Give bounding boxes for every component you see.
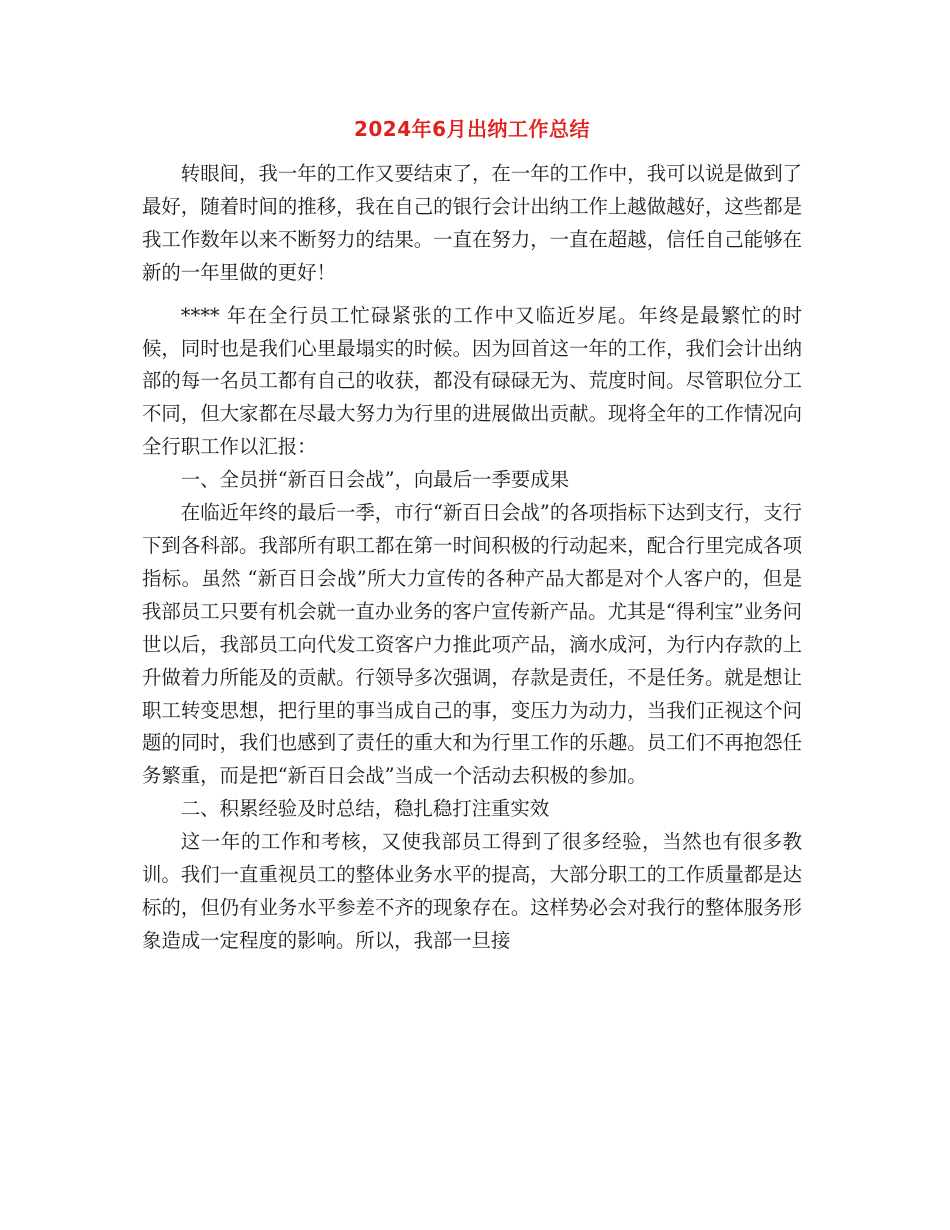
- section-heading-1: 一、全员拼“新百日会战”，向最后一季要成果: [180, 468, 570, 492]
- paragraph-overview: **** 年在全行员工忙碌紧张的工作中又临近岁尾。年终是最繁忙的时候，同时也是我们心里最塌实的时候。因为回首这一年的工作，我们会计出纳部的每一名员工都有自己的收获，都没有碌碌无为、荒度时间。尽管职位分工不同，但大家都在尽最大努力为行里的进展做出贡献。现将全年的工作情况向全行职工作以汇报：: [142, 303, 802, 459]
- paragraph-section-2: 这一年的工作和考核，又使我部员工得到了很多经验，当然也有很多教训。我们一直重视员工的整体业务水平的提高，大部分职工的工作质量都是达标的，但仍有业务水平参差不齐的现象存在。这样势必会对我行的整体服务形象造成一定程度的影响。所以，我部一旦接: [142, 830, 802, 952]
- paragraph-intro: 转眼间，我一年的工作又要结束了，在一年的工作中，我可以说是做到了最好，随着时间的推移，我在自己的银行会计出纳工作上越做越好，这些都是我工作数年以来不断努力的结果。一直在努力，一直在超越，信任自己能够在新的一年里做的更好！: [142, 162, 802, 284]
- paragraph-section-1: 在临近年终的最后一季，市行“新百日会战”的各项指标下达到支行，支行下到各科部。我部所有职工都在第一时间积极的行动起来，配合行里完成各项指标。虽然 “新百日会战”所大力宣传的各种产品大都是对个人客户的，但是我部员工只要有机会就一直办业务的客户宣传新产品。尤其是“得利宝”业务问世以后，我部员工向代发工资客户力推此项产品，滴水成河，为行内存款的上升做着力所能及的贡献。行领导多次强调，存款是责任，不是任务。就是想让职工转变思想，把行里的事当成自己的事，变压力为动力，当我们正视这个问题的同时，我们也感到了责任的重大和为行里工作的乐趣。员工们不再抱怨任务繁重，而是把“新百日会战”当成一个活动去积极的参加。: [142, 501, 802, 788]
- document-title: 2024年6月出纳工作总结: [353, 117, 591, 141]
- section-heading-2: 二、积累经验及时总结，稳扎稳打注重实效: [180, 797, 550, 821]
- document-page: [142, 108, 802, 958]
